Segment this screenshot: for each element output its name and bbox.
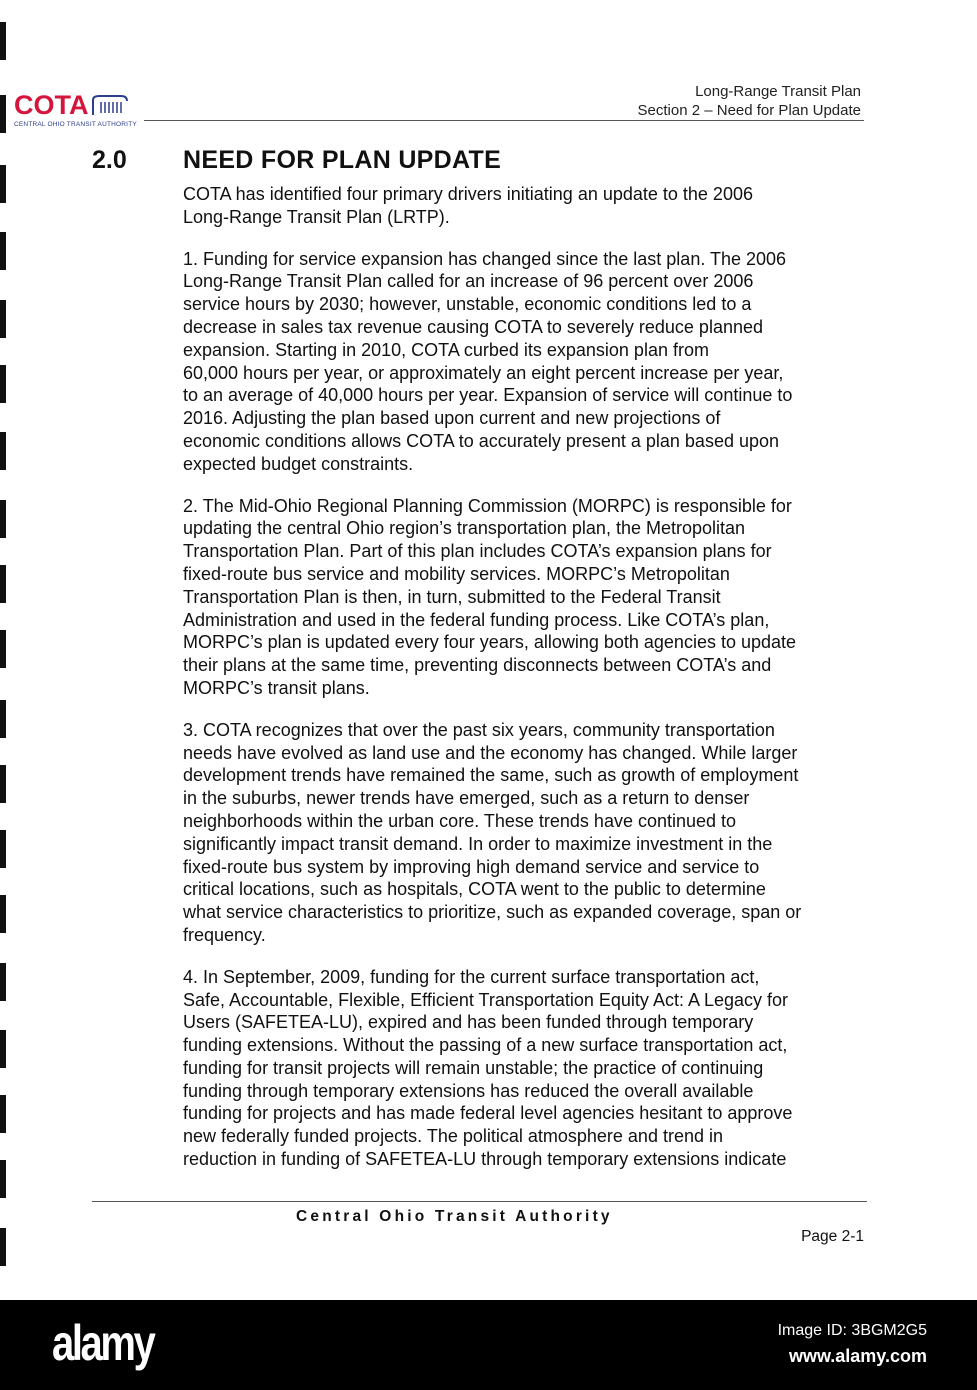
binder-hole <box>0 630 6 668</box>
text-line: 3. COTA recognizes that over the past six years, community transportation <box>183 719 775 740</box>
cota-logo <box>14 92 144 128</box>
text-line: Transportation Plan is then, in turn, submitted to the Federal Transit <box>183 586 721 607</box>
text-line: 2. The Mid-Ohio Regional Planning Commission (MORPC) is responsible for <box>183 495 792 516</box>
text-line: expected budget constraints. <box>183 453 414 474</box>
text-line: 60,000 hours per year, or approximately an eight percent increase per year, <box>183 362 784 383</box>
text-line: funding for transit projects will remain unstable; the practice of continuing <box>183 1057 764 1078</box>
text-line: decrease in sales tax revenue causing COTA to severely reduce planned <box>183 316 763 337</box>
footer-organization: Central Ohio Transit Authority <box>296 1208 613 1225</box>
running-header <box>638 82 861 120</box>
text-line: Long-Range Transit Plan (LRTP). <box>183 206 450 227</box>
text-line: Administration and used in the federal funding process. Like COTA’s plan, <box>183 609 770 630</box>
paragraph <box>183 495 873 700</box>
watermark-banner <box>0 1300 977 1390</box>
binder-hole <box>0 95 6 133</box>
text-line: 2016. Adjusting the plan based upon current and new projections of <box>183 408 721 429</box>
text-line: needs have evolved as land use and the economy has changed. While larger <box>183 742 798 763</box>
binder-hole <box>0 365 6 403</box>
capitol-dome-icon <box>91 94 129 114</box>
binder-hole <box>0 1160 6 1198</box>
binder-hole <box>0 232 6 270</box>
text-line: their plans at the same time, preventing disconnects between COTA’s and <box>183 655 772 676</box>
page-number: Page 2-1 <box>801 1228 864 1245</box>
binder-hole <box>0 895 6 933</box>
header-divider <box>144 120 864 121</box>
text-line: Long-Range Transit Plan called for an increase of 96 percent over 2006 <box>183 271 754 292</box>
paragraph <box>183 248 873 476</box>
text-line: MORPC’s plan is updated every four years, allowing both agencies to update <box>183 632 797 653</box>
paragraph <box>183 719 873 947</box>
text-line: significantly impact transit demand. In order to maximize investment in the <box>183 833 773 854</box>
document-title: Long-Range Transit Plan <box>695 83 861 100</box>
text-line: COTA has identified four primary drivers initiating an update to the 2006 <box>183 184 753 204</box>
paragraph <box>183 966 873 1171</box>
binder-hole <box>0 165 6 203</box>
section-label: Section 2 – Need for Plan Update <box>637 102 861 119</box>
image-id: Image ID: 3BGM2G5 <box>777 1322 927 1339</box>
binder-hole <box>0 300 6 338</box>
text-line: neighborhoods within the urban core. These trends have continued to <box>183 810 737 831</box>
text-line: Safe, Accountable, Flexible, Efficient Transportation Equity Act: A Legacy for <box>183 989 789 1010</box>
body-text <box>183 183 873 1190</box>
text-line: what service characteristics to prioritize, such as expanded coverage, span or <box>183 902 802 923</box>
text-line: funding through temporary extensions has reduced the overall available <box>183 1080 754 1101</box>
text-line: frequency. <box>183 924 266 945</box>
text-line: expansion. Starting in 2010, COTA curbed its expansion plan from <box>183 339 709 360</box>
binder-hole <box>0 1030 6 1068</box>
text-line: funding extensions. Without the passing of a new surface transportation act, <box>183 1035 788 1056</box>
footer-divider <box>92 1201 867 1202</box>
binder-hole <box>0 565 6 603</box>
text-line: critical locations, such as hospitals, COTA went to the public to determine <box>183 879 766 900</box>
binder-hole <box>0 500 6 538</box>
text-line: reduction in funding of SAFETEA-LU through temporary extensions indicate <box>183 1149 787 1170</box>
binder-hole <box>0 700 6 738</box>
binder-hole <box>0 765 6 803</box>
section-title: NEED FOR PLAN UPDATE <box>183 146 502 174</box>
text-line: to an average of 40,000 hours per year. Expansion of service will continue to <box>183 385 793 406</box>
binder-hole <box>0 830 6 868</box>
paragraph <box>183 183 873 229</box>
binder-hole <box>0 432 6 470</box>
section-number: 2.0 <box>92 146 127 174</box>
text-line: economic conditions allows COTA to accurately present a plan based upon <box>183 430 780 451</box>
text-line: 1. Funding for service expansion has changed since the last plan. The 2006 <box>183 248 787 269</box>
text-line: development trends have remained the same, such as growth of employment <box>183 765 799 786</box>
binder-hole <box>0 1228 6 1266</box>
binder-hole <box>0 1095 6 1133</box>
watermark-url: www.alamy.com <box>788 1346 927 1366</box>
text-line: fixed-route bus service and mobility services. MORPC’s Metropolitan <box>183 563 730 584</box>
binder-hole <box>0 963 6 1001</box>
text-line: new federally funded projects. The political atmosphere and trend in <box>183 1126 723 1147</box>
logo-subtitle: CENTRAL OHIO TRANSIT AUTHORITY <box>14 121 137 128</box>
text-line: Users (SAFETEA-LU), expired and has been funded through temporary <box>183 1012 754 1033</box>
logo-wordmark: COTA <box>14 90 89 120</box>
alamy-logo: alamy <box>52 1315 154 1371</box>
binder-hole <box>0 22 6 60</box>
text-line: in the suburbs, newer trends have emerged, such as a return to denser <box>183 788 750 809</box>
text-line: 4. In September, 2009, funding for the current surface transportation act, <box>183 966 760 987</box>
text-line: fixed-route bus system by improving high demand service and service to <box>183 856 760 877</box>
text-line: service hours by 2030; however, unstable, economic conditions led to a <box>183 294 752 315</box>
text-line: updating the central Ohio region’s transportation plan, the Metropolitan <box>183 518 746 539</box>
text-line: Transportation Plan. Part of this plan includes COTA’s expansion plans for <box>183 541 772 562</box>
text-line: MORPC’s transit plans. <box>183 677 370 698</box>
text-line: funding for projects and has made federal level agencies hesitant to approve <box>183 1103 793 1124</box>
